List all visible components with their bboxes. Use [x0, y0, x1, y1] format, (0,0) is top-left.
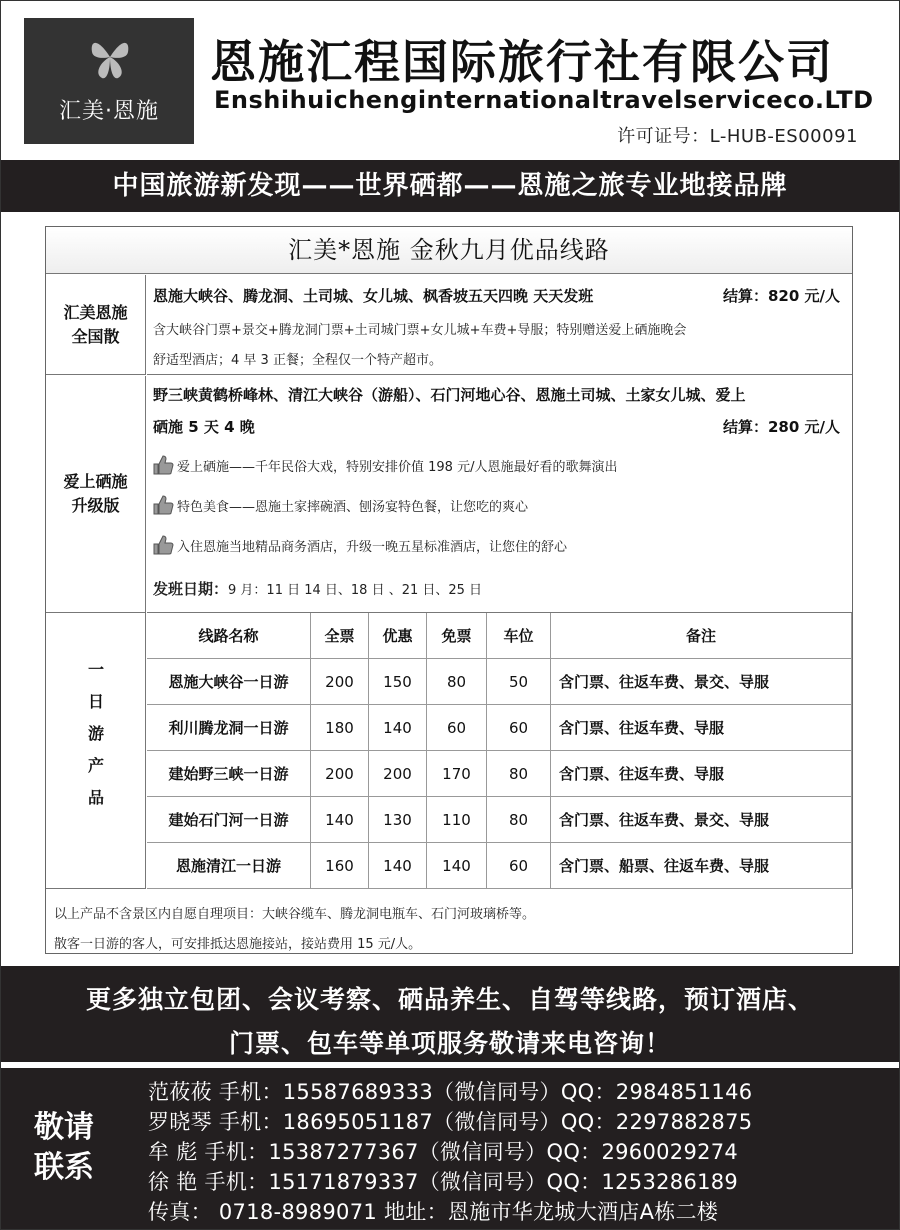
- company-english-name: Enshihuichenginternationaltravelserviceco.LTD: [214, 86, 874, 114]
- company-name: 恩施汇程国际旅行社有限公司: [210, 35, 834, 89]
- services-line1: 更多独立包团、会议考察、硒品养生、自驾等线路，预订酒店、: [85, 985, 814, 1014]
- route2-price: 结算：280 元/人: [722, 418, 840, 436]
- header-free-price: 免票: [427, 613, 487, 659]
- cell-seat-price: 80: [487, 751, 551, 797]
- cell-discount-price: 140: [369, 843, 427, 889]
- cell-notes: 含门票、往返车费、导服: [551, 751, 852, 797]
- header-discount-price: 优惠: [369, 613, 427, 659]
- logo-text: 汇美·恩施: [59, 99, 159, 124]
- cell-free-price: 170: [427, 751, 487, 797]
- route2-feature1-text: 爱上硒施——千年民俗大戏，特别安排价值 198 元/人恩施最好看的歌舞演出: [177, 459, 618, 475]
- services-line2: 门票、包车等单项服务敬请来电咨询！: [228, 1029, 671, 1058]
- contact-line: 罗晓琴 手机：18695051187（微信同号）QQ：2297882875: [148, 1110, 753, 1134]
- contact-line: 范莜莜 手机：15587689333（微信同号）QQ：2984851146: [148, 1080, 753, 1104]
- header-notes: 备注: [551, 613, 852, 659]
- day-trip-label-char: 品: [87, 788, 104, 807]
- cell-route-name: 恩施清江一日游: [147, 843, 311, 889]
- day-trip-label-char: 产: [87, 756, 104, 775]
- route2-label-line1: 爱上硒施: [63, 472, 128, 491]
- contact-label: 敬请联系: [34, 1110, 94, 1185]
- note-2: 散客一日游的客人，可安排抵达恩施接站，接站费用 15 元/人。: [54, 937, 422, 952]
- cell-full-price: 180: [311, 705, 369, 751]
- cell-full-price: 160: [311, 843, 369, 889]
- cell-route-name: 建始野三峡一日游: [147, 751, 311, 797]
- cell-full-price: 200: [311, 659, 369, 705]
- header-seat-price: 车位: [487, 613, 551, 659]
- cell-notes: 含门票、往返车费、景交、导服: [551, 659, 852, 705]
- route1-detail2: 舒适型酒店；4 早 3 正餐；全程仅一个特产超市。: [153, 353, 442, 368]
- cell-notes: 含门票、船票、往返车费、导服: [551, 843, 852, 889]
- cell-route-name: 恩施大峡谷一日游: [147, 659, 311, 705]
- route1-label-line1: 汇美恩施: [63, 302, 128, 322]
- cell-route-name: 建始石门河一日游: [147, 797, 311, 843]
- cell-discount-price: 150: [369, 659, 427, 705]
- route2-headline2: 硒施 5 天 4 晚: [153, 418, 255, 436]
- cell-seat-price: 60: [487, 843, 551, 889]
- day-trip-label-char: 日: [87, 692, 104, 711]
- route2-label-line2: 升级版: [71, 496, 120, 515]
- cell-notes: 含门票、往返车费、景交、导服: [551, 797, 852, 843]
- cell-discount-price: 200: [369, 751, 427, 797]
- cell-free-price: 110: [427, 797, 487, 843]
- contact-line: 徐 艳 手机：15171879337（微信同号）QQ：1253286189: [148, 1170, 739, 1194]
- header-full-price: 全票: [311, 613, 369, 659]
- route2-feature2-text: 特色美食——恩施土家摔碗酒、刨汤宴特色餐，让您吃的爽心: [177, 499, 529, 515]
- route2-feature3-text: 入住恩施当地精品商务酒店，升级一晚五星标准酒店，让您住的舒心: [177, 539, 568, 555]
- dates-label: 发班日期：: [153, 580, 229, 598]
- route2-headline1: 野三峡黄鹤桥峰林、清江大峡谷（游船）、石门河地心谷、恩施土司城、土家女儿城、爱上: [153, 386, 746, 404]
- cell-route-name: 利川腾龙洞一日游: [147, 705, 311, 751]
- route1-detail1: 含大峡谷门票+景交+腾龙洞门票+土司城门票+女儿城+车费+导服；特别赠送爱上硒施晚会: [153, 323, 687, 338]
- contact-line: 牟 彪 手机：15387277367（微信同号）QQ：2960029274: [148, 1140, 739, 1164]
- day-trip-label-char: 游: [87, 724, 104, 743]
- note-1: 以上产品不含景区内自愿自理项目：大峡谷缆车、腾龙洞电瓶车、石门河玻璃桥等。: [54, 907, 536, 922]
- license-number: 许可证号：L-HUB-ES00091: [617, 126, 858, 147]
- slogan-bar: 中国旅游新发现——世界硒都——恩施之旅专业地接品牌: [0, 160, 900, 212]
- cell-notes: 含门票、往返车费、导服: [551, 705, 852, 751]
- cell-full-price: 140: [311, 797, 369, 843]
- cell-free-price: 140: [427, 843, 487, 889]
- header-route-name: 线路名称: [147, 613, 311, 659]
- cell-full-price: 200: [311, 751, 369, 797]
- cell-free-price: 80: [427, 659, 487, 705]
- cell-discount-price: 130: [369, 797, 427, 843]
- cell-seat-price: 80: [487, 797, 551, 843]
- cell-seat-price: 50: [487, 659, 551, 705]
- cell-seat-price: 60: [487, 705, 551, 751]
- contact-line: 传真： 0718-8989071 地址：恩施市华龙城大酒店A栋二楼: [148, 1200, 719, 1224]
- route1-label-line2: 全国散: [71, 326, 120, 346]
- day-trip-label-char: 一: [87, 660, 104, 679]
- cell-discount-price: 140: [369, 705, 427, 751]
- route1-headline: 恩施大峡谷、腾龙洞、土司城、女儿城、枫香坡五天四晚 天天发班: [153, 287, 594, 305]
- table-title: 汇美*恩施 金秋九月优品线路: [46, 227, 852, 274]
- route1-price: 结算：820 元/人: [722, 287, 840, 305]
- dates-value: 9 月：11 日 14 日、18 日 、21 日、25 日: [228, 583, 483, 598]
- cell-free-price: 60: [427, 705, 487, 751]
